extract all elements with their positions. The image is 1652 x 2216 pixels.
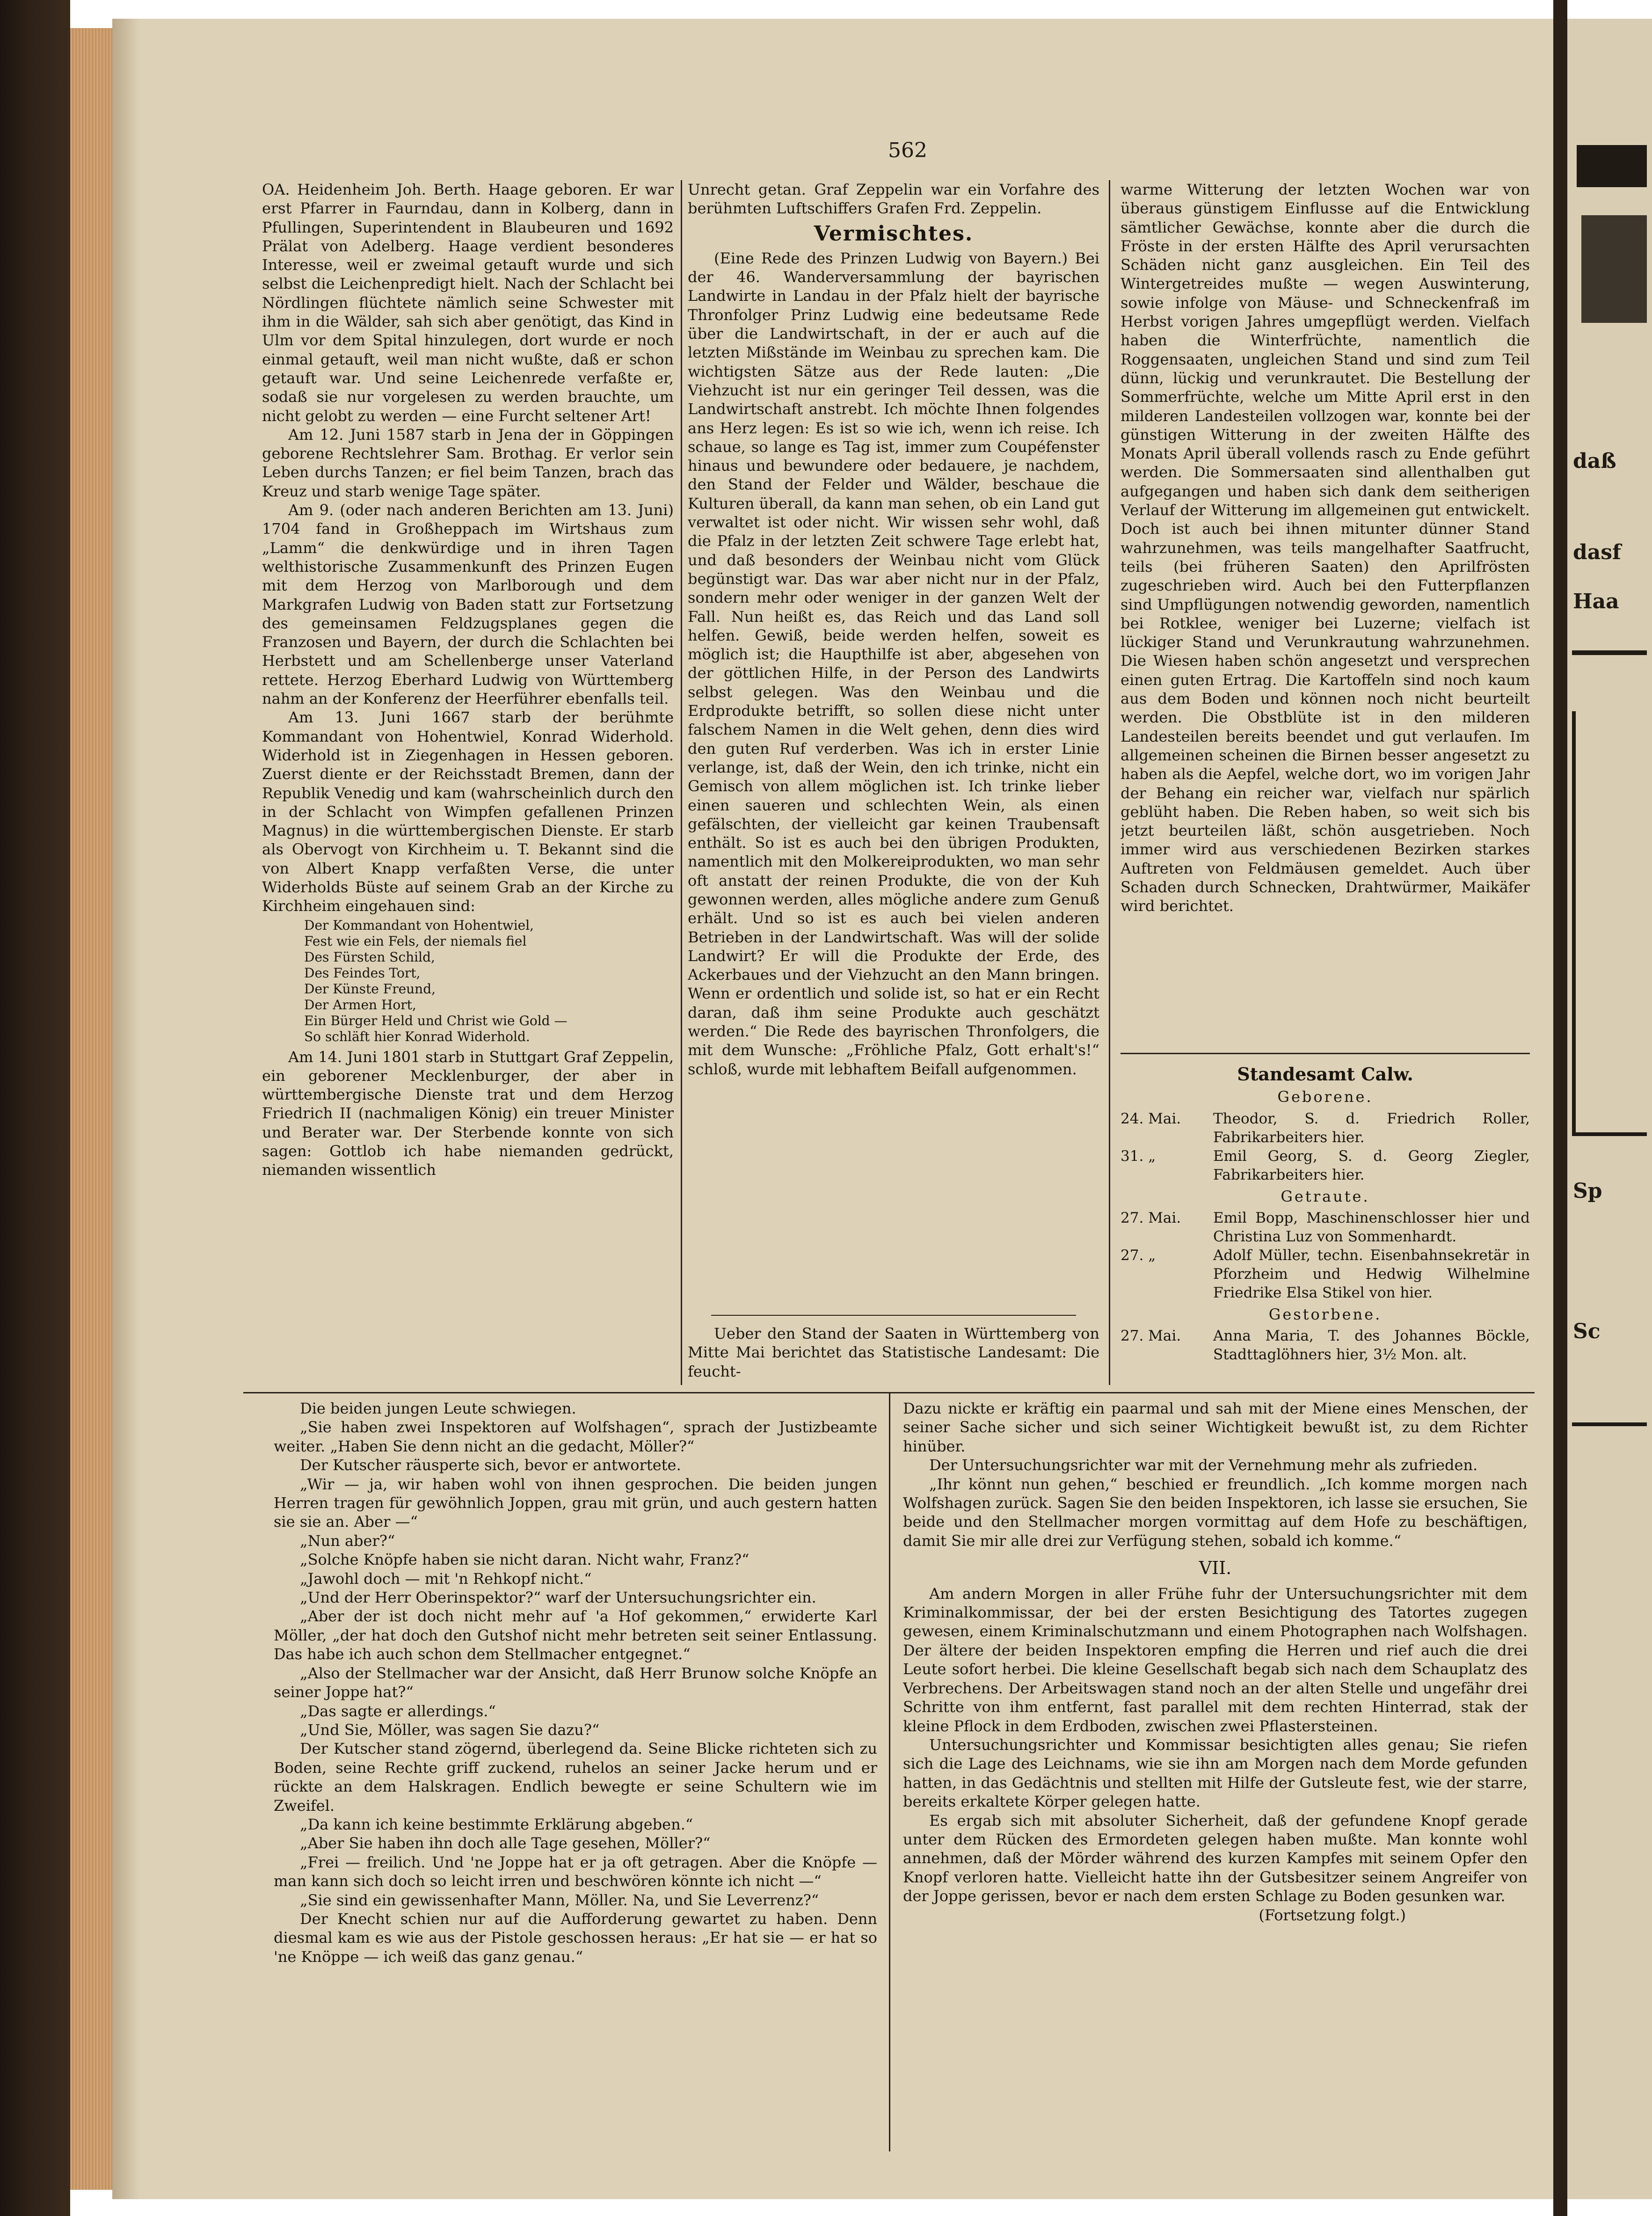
- continuation-note: (Fortsetzung folgt.): [1259, 1906, 1406, 1924]
- paragraph: Der Kutscher stand zögernd, überlegend da. Seine Blicke richteten sich zu Boden, seine Rechte griff zuckend, ruhelos an seiner Jacke herum und er rückte an dem Halskragen. Endlich bewegte er seine Schultern wie im Zweifel.: [274, 1740, 877, 1815]
- page-number: 562: [888, 138, 927, 162]
- next-page-headline-block: [1577, 145, 1647, 187]
- registry-list: [1121, 1327, 1530, 1364]
- column-rule: [1109, 180, 1110, 1385]
- paragraph: „Also der Stellmacher war der Ansicht, daß Herr Brunow solche Knöpfe an seiner Joppe hat?“: [274, 1664, 877, 1701]
- feuilleton-right: [903, 1399, 1528, 2157]
- next-page-fragment: [1567, 19, 1652, 2199]
- paragraph: „Wir — ja, wir haben wohl von ihnen gesprochen. Die beiden jungen Herren tragen für gewöhnlich Joppen, grau mit grün, und auch gestern hatten sie sie an. Aber —“: [274, 1475, 877, 1531]
- paragraph: „Sie haben zwei Inspektoren auf Wolfshagen“, sprach der Justizbeamte weiter. „Haben Sie denn nicht an die gedacht, Möller?“: [274, 1418, 877, 1455]
- poem-line: Der Kommandant von Hohentwiel,: [304, 917, 534, 933]
- feuilleton-left: [274, 1399, 877, 2138]
- article-rule: [1121, 1053, 1530, 1054]
- column-saaten: [688, 1324, 1099, 1385]
- paragraph: Der Untersuchungsrichter war mit der Vernehmung mehr als zufrieden.: [929, 1456, 1478, 1474]
- paragraph: (Eine Rede des Prinzen Ludwig von Bayern.) Bei der 46. Wanderversammlung der bayrischen Landwirte in Landau in der Pfalz hielt der bayrische Thronfolger Prinz Ludwig eine bedeutsame Rede über die Landwirtschaft, in der er auch auf die letzten Mißstände im Weinbau zu sprechen kam. Die wichtigsten Sätze aus der Rede lauten: „Die Viehzucht ist nur ein geringer Teil dessen, was die Landwirtschaft anstrebt. Ich möchte Ihnen folgendes ans Herz legen: Es ist so wie ich, wenn ich reise. Ich schaue, so lange es Tag ist, immer zum Coupéfenster hinaus und bewundere oder bedauere, je nachdem, den Stand der Felder und Wälder, beschaue die Kulturen überall, da kann man sehen, ob ein Land gut verwaltet ist oder nicht. Wir wissen sehr wohl, daß die Pfalz in der letzten Zeit schwere Tage erlebt hat, und daß besonders der Weinbau nicht vom Glück begünstigt war. Das war aber nicht nur in der Pfalz, sondern mehr oder weniger in der ganzen Welt der Fall. Nun heißt es, das Reich und das Land soll helfen. Gewiß, beide werden helfen, soweit es möglich ist; die Haupthilfe ist aber, abgesehen von der göttlichen Hilfe, in der Person des Landwirts selbst gelegen. Was den Weinbau und die Erdprodukte betrifft, so sollen diese nicht unter falschem Namen in die Welt gehen, denn dies wird den guten Ruf verderben. Was ich in erster Linie verlange, ist, daß der Wein, den ich trinke, nicht ein Gemisch von allem möglichen ist. Ich trinke lieber einen saueren und schlechten Wein, als einen gefälschten, der vielleicht gar keinen Traubensaft enthält. So ist es auch bei den übrigen Produkten, namentlich mit den Molkereiprodukten, wo man sehr oft anstatt der reinen Produkte, die von der Kuh gewonnen werden, alles mögliche andere zum Genuß erhält. Und so ist es auch bei vielen anderen Betrieben in der Landwirtschaft. Was will der solide Landwirt? Er will die Produkte der Erde, des Ackerbaues und der Viehzucht an den Mann bringen. Wenn er ordentlich und solide ist, so hat er ein Recht daran, daß ihm seine Produkte auch geschätzt werden.“ Die Rede des bayrischen Thronfolgers, die mit dem Wunsche: „Fröhliche Pfalz, Gott erhalt's!“ schloß, wurde mit lebhaftem Beifall aufgenommen.: [688, 249, 1099, 1078]
- book-binding-edge: [0, 0, 70, 2216]
- paragraph: „Solche Knöpfe haben sie nicht daran. Nicht wahr, Franz?“: [300, 1551, 750, 1569]
- paragraph: warme Witterung der letzten Wochen war von überaus günstigem Einflusse auf die Entwicklung sämtlicher Gewächse, konnte aber die durch die Fröste in der ersten Hälfte des April verursachten Schäden nicht ganz ausgleichen. Ein Teil des Wintergetreides mußte — wegen Auswinterung, sowie infolge von Mäuse- und Schneckenfraß im Herbst vorigen Jahres umgepflügt werden. Vielfach haben die Winterfrüchte, namentlich die Roggensaaten, ungleichen Stand und sind zum Teil dünn, lückig und verunkrautet. Die Bestellung der Sommerfrüchte, welche um Mitte April erst in den milderen Landesteilen vollzogen war, konnte bei der günstigen Witterung in der zweiten Hälfte des Monats April überall vollends rasch zu Ende geführt werden. Die Sommersaaten sind allenthalben gut aufgegangen und haben sich dank dem seitherigen Verlauf der Witterung im allgemeinen gut entwickelt. Doch ist auch bei ihnen mitunter dünner Stand wahrzunehmen, was teils mangelhafter Saatfrucht, teils (bei früheren Saaten) den Aprilfrösten zugeschrieben wird. Auch bei den Futterpflanzen sind Umpflügungen notwendig geworden, namentlich bei Rotklee, weniger bei Luzerne; vielfach ist lückiger Stand und Verunkrautung wahrzunehmen. Die Wiesen haben schön angesetzt und versprechen einen guten Ertrag. Die Kartoffeln sind noch kaum aus dem Boden und können noch nicht beurteilt werden. Die Obstblüte ist in den milderen Landesteilen bereits beendet und gut verlaufen. Im allgemeinen scheinen die Birnen besser angesetzt zu haben als die Aepfel, welche dort, wo im vorigen Jahr der Behang ein reicher war, vielfach nur spärlich geblüht haben. Die Reben haben, so weit sich bis jetzt beurteilen läßt, schön ausgetrieben. Noch immer wird aus verschiedenen Bezirken starkes Auftreten von Feldmäusen gemeldet. Auch über Schaden durch Schnecken, Drahtwürmer, Maikäfer wird berichtet.: [1121, 181, 1530, 915]
- paragraph: „Jawohl doch — mit 'n Rehkopf nicht.“: [300, 1569, 592, 1588]
- paragraph: Der Knecht schien nur auf die Aufforderung gewartet zu haben. Denn diesmal kam es wie aus der Pistole geschossen heraus: „Er hat sie — er hat so 'ne Knöppe — ich weiß das ganz genau.“: [274, 1910, 877, 1966]
- column-miscellaneous: [688, 180, 1099, 1383]
- paragraph: Dazu nickte er kräftig ein paarmal und sah mit der Miene eines Menschen, der seiner Sache sicher und sich seiner Wichtigkeit bewußt ist, zu dem Richter hinüber.: [903, 1400, 1528, 1455]
- civil-registry: [1121, 1062, 1530, 1385]
- next-page-illustration: [1581, 215, 1647, 323]
- registry-date: 31. „: [1121, 1147, 1156, 1165]
- registry-section: Geborene.: [1277, 1088, 1373, 1106]
- column-rule: [889, 1393, 890, 2151]
- poem: [304, 918, 674, 1045]
- next-page-word: Sp: [1573, 1179, 1602, 1203]
- column-history: [262, 180, 674, 1383]
- registry-section: Gestorbene.: [1268, 1305, 1382, 1323]
- poem-line: Des Fürsten Schild,: [304, 949, 435, 965]
- paragraph: „Und Sie, Möller, was sagen Sie dazu?“: [300, 1720, 600, 1739]
- paragraph: Unrecht getan. Graf Zeppelin war ein Vorfahre des berühmten Luftschiffers Grafen Frd. Zeppelin.: [688, 181, 1099, 218]
- chapter-number: VII.: [1199, 1558, 1232, 1579]
- registry-entry: Emil Bopp, Maschinenschlosser hier und Christina Luz von Sommenhardt.: [1213, 1209, 1530, 1245]
- paragraph: „Das sagte er allerdings.“: [300, 1702, 496, 1720]
- paragraph: Die beiden jungen Leute schwiegen.: [300, 1400, 576, 1417]
- poem-line: Ein Bürger Held und Christ wie Gold —: [304, 1013, 568, 1028]
- registry-entry: Anna Maria, T. des Johannes Böckle, Stadttaglöhners hier, 3½ Mon. alt.: [1213, 1327, 1530, 1363]
- paragraph: „Und der Herr Oberinspektor?“ warf der Untersuchungsrichter ein.: [300, 1589, 816, 1607]
- paragraph: Der Kutscher räusperte sich, bevor er antwortete.: [300, 1456, 681, 1474]
- paragraph: Am 13. Juni 1667 starb der berühmte Kommandant von Hohentwiel, Konrad Widerhold. Widerhold ist in Ziegenhagen in Hessen geboren. Zuerst diente er der Reichsstadt Bremen, dann der Republik Venedig und kam (wahrscheinlich durch den in der Schlacht von Wimpfen gefallenen Prinzen Magnus) in die württembergischen Dienste. Er starb als Obervogt von Kirchheim u. T. Bekannt sind die von Albert Knapp verfaßten Verse, die unter Widerholds Büste auf seinem Grab an der Kirche zu Kirchheim eingehauen sind:: [262, 708, 674, 915]
- next-page-word: Sc: [1573, 1319, 1601, 1343]
- page-gap: [1553, 0, 1567, 2216]
- gutter-shadow: [112, 19, 140, 2199]
- paragraph: „Sie sind ein gewissenhafter Mann, Möller. Na, und Sie Leverrenz?“: [300, 1891, 819, 1909]
- next-page-word: Haa: [1573, 590, 1619, 613]
- poem-line: Der Armen Hort,: [304, 997, 416, 1013]
- registry-entry: Emil Georg, S. d. Georg Ziegler, Fabrikarbeiters hier.: [1213, 1147, 1530, 1183]
- page-stack-edge: [70, 28, 112, 2190]
- next-page-rule: [1572, 650, 1647, 655]
- poem-line: Des Feindes Tort,: [304, 965, 421, 981]
- registry-entry: Theodor, S. d. Friedrich Roller, Fabrikarbeiters hier.: [1213, 1110, 1530, 1146]
- paragraph: OA. Heidenheim Joh. Berth. Haage geboren. Er war erst Pfarrer in Faurndau, dann in Kolberg, dann in Pfullingen, Superintendent in Blaubeuren und 1692 Prälat von Adelberg. Haage verdient besonderes Interesse, weil er zweimal getauft wurde und sich selbst die Leichenpredigt hielt. Nach der Schlacht bei Nördlingen flüchtete nämlich seine Schwester mit ihm in die Wälder, sah sich aber genötigt, das Kind in Ulm vor dem Spital hinzulegen, dort wurde er noch einmal getauft, weil man nicht wußte, daß er schon getauft war. Und seine Leichenrede verfaßte er, sodaß sie nur vorgelesen zu werden brauchte, um nicht gelobt zu werden — eine Furcht seltener Art!: [262, 181, 674, 425]
- article-rule: [711, 1315, 1076, 1316]
- poem-line: So schläft hier Konrad Widerhold.: [304, 1028, 530, 1044]
- paragraph: Ueber den Stand der Saaten in Württemberg von Mitte Mai berichtet das Statistische Landesamt: Die feucht-: [688, 1325, 1099, 1380]
- paragraph: „Aber Sie haben ihn doch alle Tage gesehen, Möller?“: [300, 1834, 711, 1852]
- registry-section: Getraute.: [1281, 1187, 1370, 1205]
- paragraph: Am andern Morgen in aller Frühe fuhr der Untersuchungsrichter mit dem Kriminalkommissar, der bei der ersten Besichtigung des Tatortes zugegen gewesen, einem Kriminalschutzmann und einem Photographen nach Wolfshagen. Der ältere der beiden Inspektoren empfing die Herren und rief auch die drei Leute sofort herbei. Die kleine Gesellschaft begab sich nach dem Schauplatz des Verbrechens. Der Arbeitswagen stand noch an der alten Stelle und ungefähr drei Schritte von ihm entfernt, fast parallel mit dem rechten Hinterrad, stak der kleine Pflock in dem Erdboden, zwischen zwei Pflastersteinen.: [903, 1584, 1528, 1735]
- registry-list: [1121, 1209, 1530, 1302]
- section-heading: Vermischtes.: [814, 221, 974, 246]
- registry-date: 27. „: [1121, 1246, 1156, 1264]
- paragraph: „Da kann ich keine bestimmte Erklärung abgeben.“: [300, 1815, 693, 1833]
- next-page-word: dasf: [1573, 540, 1621, 564]
- paragraph: „Nun aber?“: [300, 1531, 395, 1550]
- paragraph: Untersuchungsrichter und Kommissar besichtigten alles genau; Sie riefen sich die Lage des Leichnams, wie sie ihn am Morgen nach dem Morde gefunden hatten, in das Gedächtnis und stellten mit Hilfe der Gutsleute fest, wie der starre, bereits erkaltete Körper gelegen hatte.: [903, 1735, 1528, 1811]
- paragraph: „Ihr könnt nun gehen,“ beschied er freundlich. „Ich komme morgen nach Wolfshagen zurück. Sagen Sie den beiden Inspektoren, ich lasse sie ersuchen, Sie beide und den Stellmacher morgen vormittag auf dem Hofe zu beschäftigen, damit Sie mir alle drei zur Verfügung stehen, sobald ich komme.“: [903, 1475, 1528, 1550]
- registry-date: 27. Mai.: [1121, 1327, 1181, 1345]
- poem-line: Der Künste Freund,: [304, 981, 436, 997]
- paragraph: Es ergab sich mit absoluter Sicherheit, daß der gefundene Knopf gerade unter dem Rücken des Ermordeten gelegen haben mußte. Man konnte wohl annehmen, daß der Mörder während des kurzen Kampfes mit seinem Opfer den Knopf verloren hatte. Vielleicht hatte ihn der Gutsbesitzer seinem Angreifer von der Joppe gerissen, bevor er nach dem ersten Schlage zu Boden gesunken war.: [903, 1811, 1528, 1905]
- registry-list: [1121, 1109, 1530, 1184]
- column-rule: [681, 180, 682, 1385]
- next-page-rule: [1572, 1422, 1647, 1426]
- paragraph: Am 12. Juni 1587 starb in Jena der in Göppingen geborene Rechtslehrer Sam. Brothag. Er verlor sein Leben durchs Tanzen; er fiel beim Tanzen, brach das Kreuz und starb wenige Tage später.: [262, 425, 674, 500]
- paragraph: „Aber der ist doch nicht mehr auf 'a Hof gekommen,“ erwiderte Karl Möller, „der hat doch den Gutshof nicht mehr betreten seit seiner Entlassung. Das habe ich auch schon dem Stellmacher entgegnet.“: [274, 1607, 877, 1663]
- paragraph: Am 9. (oder nach anderen Berichten am 13. Juni) 1704 fand in Großheppach im Wirtshaus zum „Lamm“ die denkwürdige und in ihren Tagen welthistorische Zusammenkunft des Prinzen Eugen mit dem Herzog von Marlborough und dem Markgrafen Ludwig von Baden statt zur Fortsetzung des gemeinsamen Feldzugsplanes gegen die Franzosen und Bayern, der durch die Schlachten bei Herbstett und am Schellenberge unser Vaterland rettete. Herzog Eberhard Ludwig von Württemberg nahm an der Konferenz der Heerführer ebenfalls teil.: [262, 501, 674, 708]
- next-page-word: daß: [1573, 449, 1616, 473]
- registry-title: Standesamt Calw.: [1237, 1064, 1413, 1085]
- registry-entry: Adolf Müller, techn. Eisenbahnsekretär in Pforzheim und Hedwig Wilhelmine Friedrike Elsa Stikel von hier.: [1213, 1246, 1530, 1301]
- paragraph: „Frei — freilich. Und 'ne Joppe hat er ja oft getragen. Aber die Knöpfe — man kann sich doch so leicht irren und beschwören könnte ich nicht —“: [274, 1853, 877, 1890]
- registry-date: 27. Mai.: [1121, 1209, 1181, 1226]
- paragraph: Am 14. Juni 1801 starb in Stuttgart Graf Zeppelin, ein geborener Mecklenburger, der aber in württembergische Dienste trat und dem Herzog Friedrich II (nachmaligen König) ein treuer Minister und Berater war. Der Sterbende konnte von sich sagen: Gottlob ich habe niemanden gedrückt, niemanden wissentlich: [262, 1048, 674, 1179]
- poem-line: Fest wie ein Fels, der niemals fiel: [304, 933, 527, 949]
- next-page-frame: [1572, 711, 1576, 1132]
- next-page-frame: [1572, 1132, 1647, 1136]
- registry-date: 24. Mai.: [1121, 1110, 1181, 1127]
